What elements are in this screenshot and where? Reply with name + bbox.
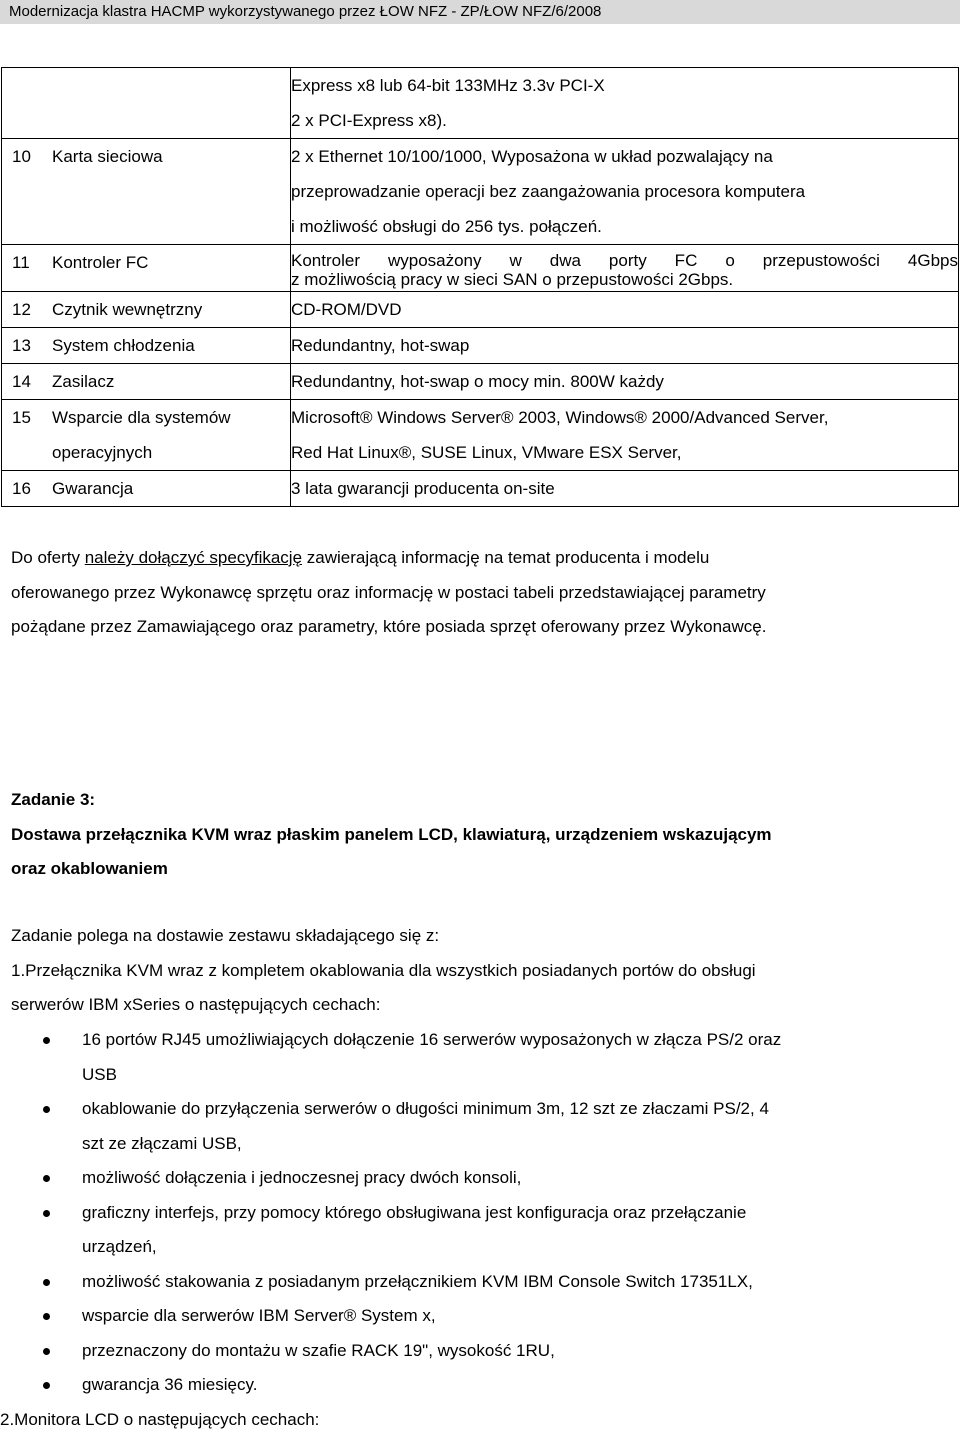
table-cell-value <box>291 68 959 139</box>
list-item <box>11 1368 781 1403</box>
bullet-icon <box>43 1210 50 1217</box>
task-body <box>11 919 756 1023</box>
list-item-line: USB <box>82 1064 117 1084</box>
table-cell-label <box>2 245 291 292</box>
value-line: Redundantny, hot-swap <box>291 336 470 355</box>
table-cell-label <box>2 471 291 507</box>
table-cell-label <box>2 139 291 245</box>
task-title-line: Dostawa przełącznika KVM wraz płaskim panelem LCD, klawiaturą, urządzeniem wskazującym <box>11 824 772 844</box>
list-item <box>11 1092 781 1161</box>
underlined-text: należy dołączyć specyfikację <box>84 548 303 567</box>
list-item-line: gwarancja 36 miesięcy. <box>82 1375 258 1394</box>
bullet-list <box>11 1023 781 1403</box>
list-item-line: możliwość stakowania z posiadanym przełącznikiem KVM IBM Console Switch 17351LX, <box>82 1271 753 1291</box>
row-number: 12 <box>12 300 31 319</box>
value-line: 2 x Ethernet 10/100/1000, Wyposażona w układ pozwalający na <box>291 147 773 166</box>
row-number: 13 <box>12 336 31 355</box>
offer-paragraph <box>11 541 766 645</box>
table-row <box>2 471 959 507</box>
paragraph-line: oferowanego przez Wykonawcę sprzętu oraz informację w postaci tabeli przedstawiającej parametry <box>11 582 766 602</box>
spec-table <box>1 67 959 507</box>
table-cell-value <box>291 400 959 471</box>
paragraph-line: pożądane przez Zamawiającego oraz parametry, które posiada sprzęt oferowany przez Wykonawcę. <box>11 617 767 636</box>
header-title: Modernizacja klastra HACMP wykorzystywanego przez ŁOW NFZ - ZP/ŁOW NFZ/6/2008 <box>9 3 602 20</box>
row-label: Czytnik wewnętrzny <box>52 300 203 319</box>
row-number: 15 <box>12 408 31 427</box>
table-row <box>2 68 959 139</box>
task-heading: Zadanie 3: <box>11 790 96 809</box>
table-row <box>2 328 959 364</box>
task-section <box>11 783 772 887</box>
bullet-icon <box>43 1175 50 1182</box>
row-label-wrap <box>52 400 231 470</box>
bullet-icon <box>43 1382 50 1389</box>
list-item-line: okablowanie do przyłączenia serwerów o długości minimum 3m, 12 szt ze złaczami PS/2, 4 <box>82 1099 769 1118</box>
bullet-icon <box>43 1279 50 1286</box>
list-item <box>11 1299 781 1334</box>
item-line: 1.Przełącznika KVM wraz z kompletem okablowania dla wszystkich posiadanych portów do obsługi <box>11 960 756 980</box>
table-cell-value <box>291 328 959 364</box>
list-item-line: graficzny interfejs, przy pomocy którego obsługiwana jest konfiguracja oraz przełączanie <box>82 1202 747 1222</box>
list-item <box>11 1023 781 1092</box>
list-item-line: 16 portów RJ45 umożliwiających dołączenie 16 serwerów wyposażonych w złącza PS/2 oraz <box>82 1030 782 1049</box>
bullet-icon <box>43 1106 50 1113</box>
table-cell-label <box>2 292 291 328</box>
table-cell-label <box>2 364 291 400</box>
list-item <box>11 1196 781 1265</box>
value-line: Red Hat Linux®, SUSE Linux, VMware ESX Server, <box>291 443 682 462</box>
row-number: 11 <box>12 253 30 272</box>
row-label: Zasilacz <box>52 372 115 391</box>
list-item-line: wsparcie dla serwerów IBM Server® System x, <box>82 1306 436 1325</box>
paragraph-line <box>11 541 766 576</box>
document-header <box>0 0 960 24</box>
row-label: System chłodzenia <box>52 336 195 355</box>
kvm-features <box>0 1023 782 1437</box>
value-line: Express x8 lub 64-bit 133MHz 3.3v PCI-X <box>291 76 605 95</box>
row-label: Gwarancja <box>52 479 134 498</box>
value-line: 2 x PCI-Express x8). <box>291 111 447 130</box>
table-row <box>2 400 959 471</box>
row-label: Kontroler FC <box>52 253 149 272</box>
bullet-icon <box>43 1348 50 1355</box>
table-row <box>2 139 959 245</box>
list-item-line: możliwość dołączenia i jednoczesnej pracy dwóch konsoli, <box>82 1168 522 1187</box>
text-span: zawierającą informację na temat producenta i modelu <box>302 548 710 567</box>
list-item-line: urządzeń, <box>82 1237 157 1256</box>
list-item <box>11 1265 781 1300</box>
table-cell-value <box>291 292 959 328</box>
value-line: Redundantny, hot-swap o mocy min. 800W każdy <box>291 372 664 391</box>
list-item <box>11 1334 781 1369</box>
row-label: operacyjnych <box>52 443 153 462</box>
table-cell-value <box>291 139 959 245</box>
table-row <box>2 245 959 292</box>
item-line: serwerów IBM xSeries o następujących cechach: <box>11 995 381 1014</box>
table-row <box>2 364 959 400</box>
list-item-line: przeznaczony do montażu w szafie RACK 19", wysokość 1RU, <box>82 1340 555 1360</box>
value-line: Microsoft® Windows Server® 2003, Windows® 2000/Advanced Server, <box>291 408 829 427</box>
value-line: CD-ROM/DVD <box>291 300 402 319</box>
list-item <box>11 1161 781 1196</box>
row-number: 10 <box>12 147 31 166</box>
table-cell-label <box>2 328 291 364</box>
table-cell-value <box>291 364 959 400</box>
value-line: 3 lata gwarancji producenta on-site <box>291 479 555 498</box>
item-line: 2.Monitora LCD o następujących cechach: <box>0 1409 320 1429</box>
value-line: i możliwość obsługi do 256 tys. połączeń. <box>291 217 602 236</box>
task-title-line: oraz okablowaniem <box>11 859 168 878</box>
value-line: z możliwością pracy w sieci SAN o przepustowości 2Gbps. <box>291 270 734 289</box>
row-label: Wsparcie dla systemów <box>52 408 231 427</box>
text-span: Do oferty <box>11 548 85 567</box>
bullet-icon <box>43 1037 50 1044</box>
table-cell-value <box>291 245 959 292</box>
row-label: Karta sieciowa <box>52 147 163 166</box>
table-cell-label <box>2 68 291 139</box>
row-number: 16 <box>12 479 31 498</box>
table-cell-label <box>2 400 291 471</box>
list-item-line: szt ze złączami USB, <box>82 1133 242 1153</box>
value-line: przeprowadzanie operacji bez zaangażowania procesora komputera <box>291 182 806 201</box>
task-intro: Zadanie polega na dostawie zestawu składającego się z: <box>11 926 440 945</box>
row-number: 14 <box>12 372 31 391</box>
table-cell-value <box>291 471 959 507</box>
value-line: Kontroler wyposażony w dwa porty FC o przepustowości 4Gbps <box>291 251 958 270</box>
table-row <box>2 292 959 328</box>
bullet-icon <box>43 1313 50 1320</box>
